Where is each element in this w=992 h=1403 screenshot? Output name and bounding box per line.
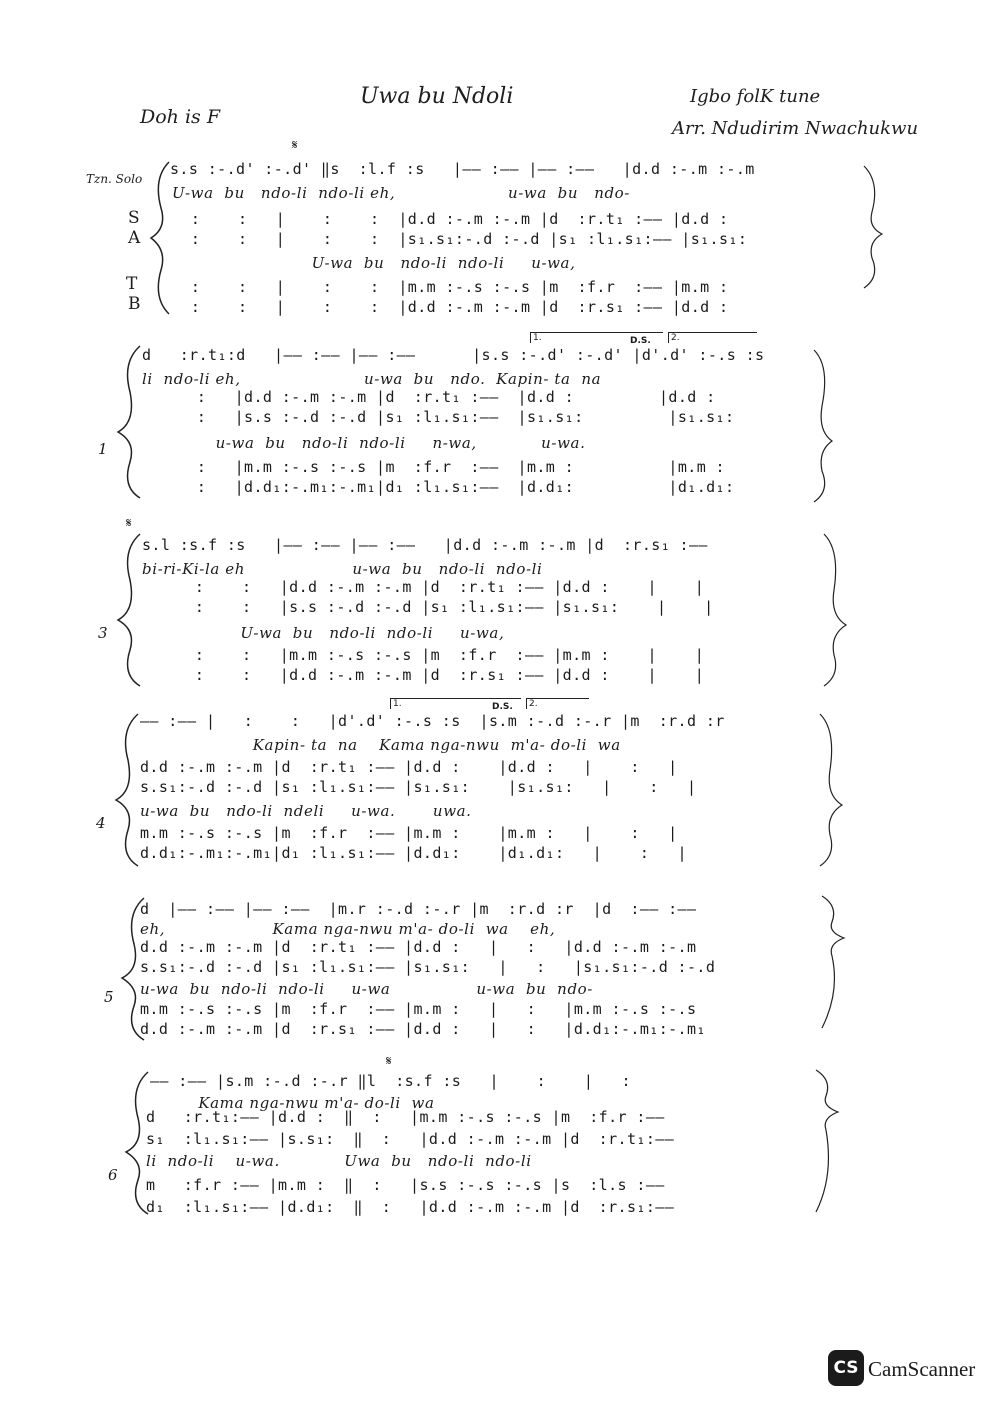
alto-notes: : : |s.s :-.d :-.d |s₁ :l₁.s₁:—— |s₁.s₁: | |	[176, 598, 714, 616]
tenor-notes: m :f.r :—— |m.m : ‖ : |s.s :-.s :-.s |s :l.s :——	[146, 1176, 665, 1194]
choir-lyrics: u-wa bu ndo-li ndeli u-wa. uwa.	[140, 802, 472, 820]
system-brace	[112, 342, 146, 502]
part-label-b: B	[128, 294, 141, 314]
choir-lyrics: li ndo-li u-wa. Uwa bu ndo-li ndo-li	[146, 1152, 532, 1170]
tenor-notes: : : |m.m :-.s :-.s |m :f.r :—— |m.m : | |	[176, 646, 705, 664]
tune-origin: Igbo folK tune	[690, 86, 821, 107]
system-number: 4	[96, 814, 106, 832]
choir-lyrics: U-wa bu ndo-li ndo-li u-wa,	[176, 624, 505, 642]
system-number: 5	[104, 988, 114, 1006]
tenor-notes: : : | : : |m.m :-.s :-.s |m :f.r :—— |m.m :	[172, 278, 729, 296]
bass-notes: d.d₁:-.m₁:-.m₁|d₁ :l₁.s₁:—— |d.d₁: |d₁.d₁: | : |	[140, 844, 687, 862]
solo-lyrics: eh, Kama nga-nwu m'a- do-li wa eh,	[140, 920, 556, 938]
segno-mark: 𝄋	[292, 138, 298, 153]
camscanner-brand: CamScanner	[868, 1357, 976, 1381]
solo-notes: —— :—— | : : |d'.d' :-.s :s |s.m :-.d :-.r |m :r.d :r	[140, 712, 725, 730]
system-end-brace	[812, 1066, 846, 1216]
alto-notes: s.s₁:-.d :-.d |s₁ :l₁.s₁:—— |s₁.s₁: |s₁.s₁: | : |	[140, 778, 697, 796]
system-brace	[110, 710, 144, 870]
soprano-notes: : : |d.d :-.m :-.m |d :r.t₁ :—— |d.d : | |	[176, 578, 705, 596]
system-end-brace	[818, 892, 852, 1032]
solo-notes: d |—— :—— |—— :—— |m.r :-.d :-.r |m :r.d :r |d :—— :——	[140, 900, 697, 918]
part-label-a: A	[128, 228, 141, 248]
system-number: 3	[98, 624, 108, 642]
tenor-solo-label: Tzn. Solo	[86, 172, 143, 186]
bass-notes: : : | : : |d.d :-.m :-.m |d :r.s₁ :—— |d.d :	[172, 298, 729, 316]
volta-second-ending: 2.	[526, 698, 589, 709]
solo-lyrics: U-wa bu ndo-li ndo-li eh, u-wa bu ndo-	[172, 184, 630, 202]
system-end-brace	[820, 530, 854, 690]
volta-first-ending: 1.	[530, 332, 663, 343]
system-end-brace	[816, 710, 850, 870]
solo-lyrics: Kapin- ta na Kama nga-nwu m'a- do-li wa	[140, 736, 621, 754]
alto-notes: s.s₁:-.d :-.d |s₁ :l₁.s₁:—— |s₁.s₁: | : |s₁.s₁:-.d :-.d	[140, 958, 716, 976]
soprano-notes: d :r.t₁:—— |d.d : ‖ : |m.m :-.s :-.s |m :f.r :——	[146, 1108, 665, 1126]
dal-segno-mark: D.S.	[492, 702, 513, 712]
solo-notes: s.l :s.f :s |—— :—— |—— :—— |d.d :-.m :-.m |d :r.s₁ :——	[142, 536, 708, 554]
volta-first-ending: 1.	[390, 698, 521, 709]
system-end-brace	[860, 162, 890, 292]
camscanner-logo: CS	[828, 1350, 864, 1386]
choir-lyrics: U-wa bu ndo-li ndo-li u-wa,	[172, 254, 576, 272]
soprano-notes: d.d :-.m :-.m |d :r.t₁ :—— |d.d : | : |d.d :-.m :-.m	[140, 938, 697, 956]
alto-notes: s₁ :l₁.s₁:—— |s.s₁: ‖ : |d.d :-.m :-.m |d :r.t₁:——	[146, 1130, 675, 1148]
choir-lyrics: u-wa bu ndo-li ndo-li n-wa, u-wa.	[178, 434, 586, 452]
segno-mark: 𝄋	[126, 516, 132, 531]
volta-second-ending: 2.	[668, 332, 757, 343]
song-title: Uwa bu Ndoli	[360, 84, 514, 109]
bass-notes: : : |d.d :-.m :-.m |d :r.s₁ :—— |d.d : | |	[176, 666, 705, 684]
tenor-notes: m.m :-.s :-.s |m :f.r :—— |m.m : |m.m : | : |	[140, 824, 678, 842]
solo-lyrics: Kama nga-nwu m'a- do-li wa	[150, 1094, 435, 1112]
tenor-notes: m.m :-.s :-.s |m :f.r :—— |m.m : | : |m.m :-.s :-.s	[140, 1000, 697, 1018]
part-label-t: T	[126, 274, 138, 294]
system-brace	[145, 158, 175, 318]
solo-notes: s.s :-.d' :-.d' ‖s :l.f :s |—— :—— |—— :—— |d.d :-.m :-.m	[170, 160, 755, 178]
bass-notes: d.d :-.m :-.m |d :r.s₁ :—— |d.d : | : |d.d₁:-.m₁:-.m₁	[140, 1020, 706, 1038]
arranger-credit: Arr. Ndudirim Nwachukwu	[672, 118, 919, 139]
solo-lyrics: li ndo-li eh, u-wa bu ndo. Kapin- ta na	[142, 370, 602, 388]
system-number: 6	[108, 1166, 118, 1184]
key-signature: Doh is F	[140, 106, 220, 128]
alto-notes: : : | : : |s₁.s₁:-.d :-.d |s₁ :l₁.s₁:—— |s₁.s₁:	[172, 230, 748, 248]
soprano-notes: : : | : : |d.d :-.m :-.m |d :r.t₁ :—— |d.d :	[172, 210, 729, 228]
bass-notes: : |d.d₁:-.m₁:-.m₁|d₁ :l₁.s₁:—— |d.d₁: |d₁.d₁:	[178, 478, 735, 496]
part-label-s: S	[128, 208, 140, 228]
solo-notes: —— :—— |s.m :-.d :-.r ‖l :s.f :s | : | :	[150, 1072, 631, 1090]
tenor-notes: : |m.m :-.s :-.s |m :f.r :—— |m.m : |m.m :	[178, 458, 725, 476]
dal-segno-mark: D.S.	[630, 336, 651, 346]
solo-notes: d :r.t₁:d |—— :—— |—— :—— |s.s :-.d' :-.d' |d'.d' :-.s :s	[142, 346, 765, 364]
choir-lyrics: u-wa bu ndo-li ndo-li u-wa u-wa bu ndo-	[140, 980, 593, 998]
segno-mark: 𝄋	[386, 1054, 392, 1069]
soprano-notes: : |d.d :-.m :-.m |d :r.t₁ :—— |d.d : |d.d :	[178, 388, 716, 406]
system-number: 1	[98, 440, 108, 458]
alto-notes: : |s.s :-.d :-.d |s₁ :l₁.s₁:—— |s₁.s₁: |s₁.s₁:	[178, 408, 735, 426]
soprano-notes: d.d :-.m :-.m |d :r.t₁ :—— |d.d : |d.d : | : |	[140, 758, 678, 776]
bass-notes: d₁ :l₁.s₁:—— |d.d₁: ‖ : |d.d :-.m :-.m |d :r.s₁:——	[146, 1198, 675, 1216]
system-brace	[112, 530, 146, 690]
system-end-brace	[810, 346, 840, 506]
solo-lyrics: bi-ri-Ki-la eh u-wa bu ndo-li ndo-li	[142, 560, 543, 578]
